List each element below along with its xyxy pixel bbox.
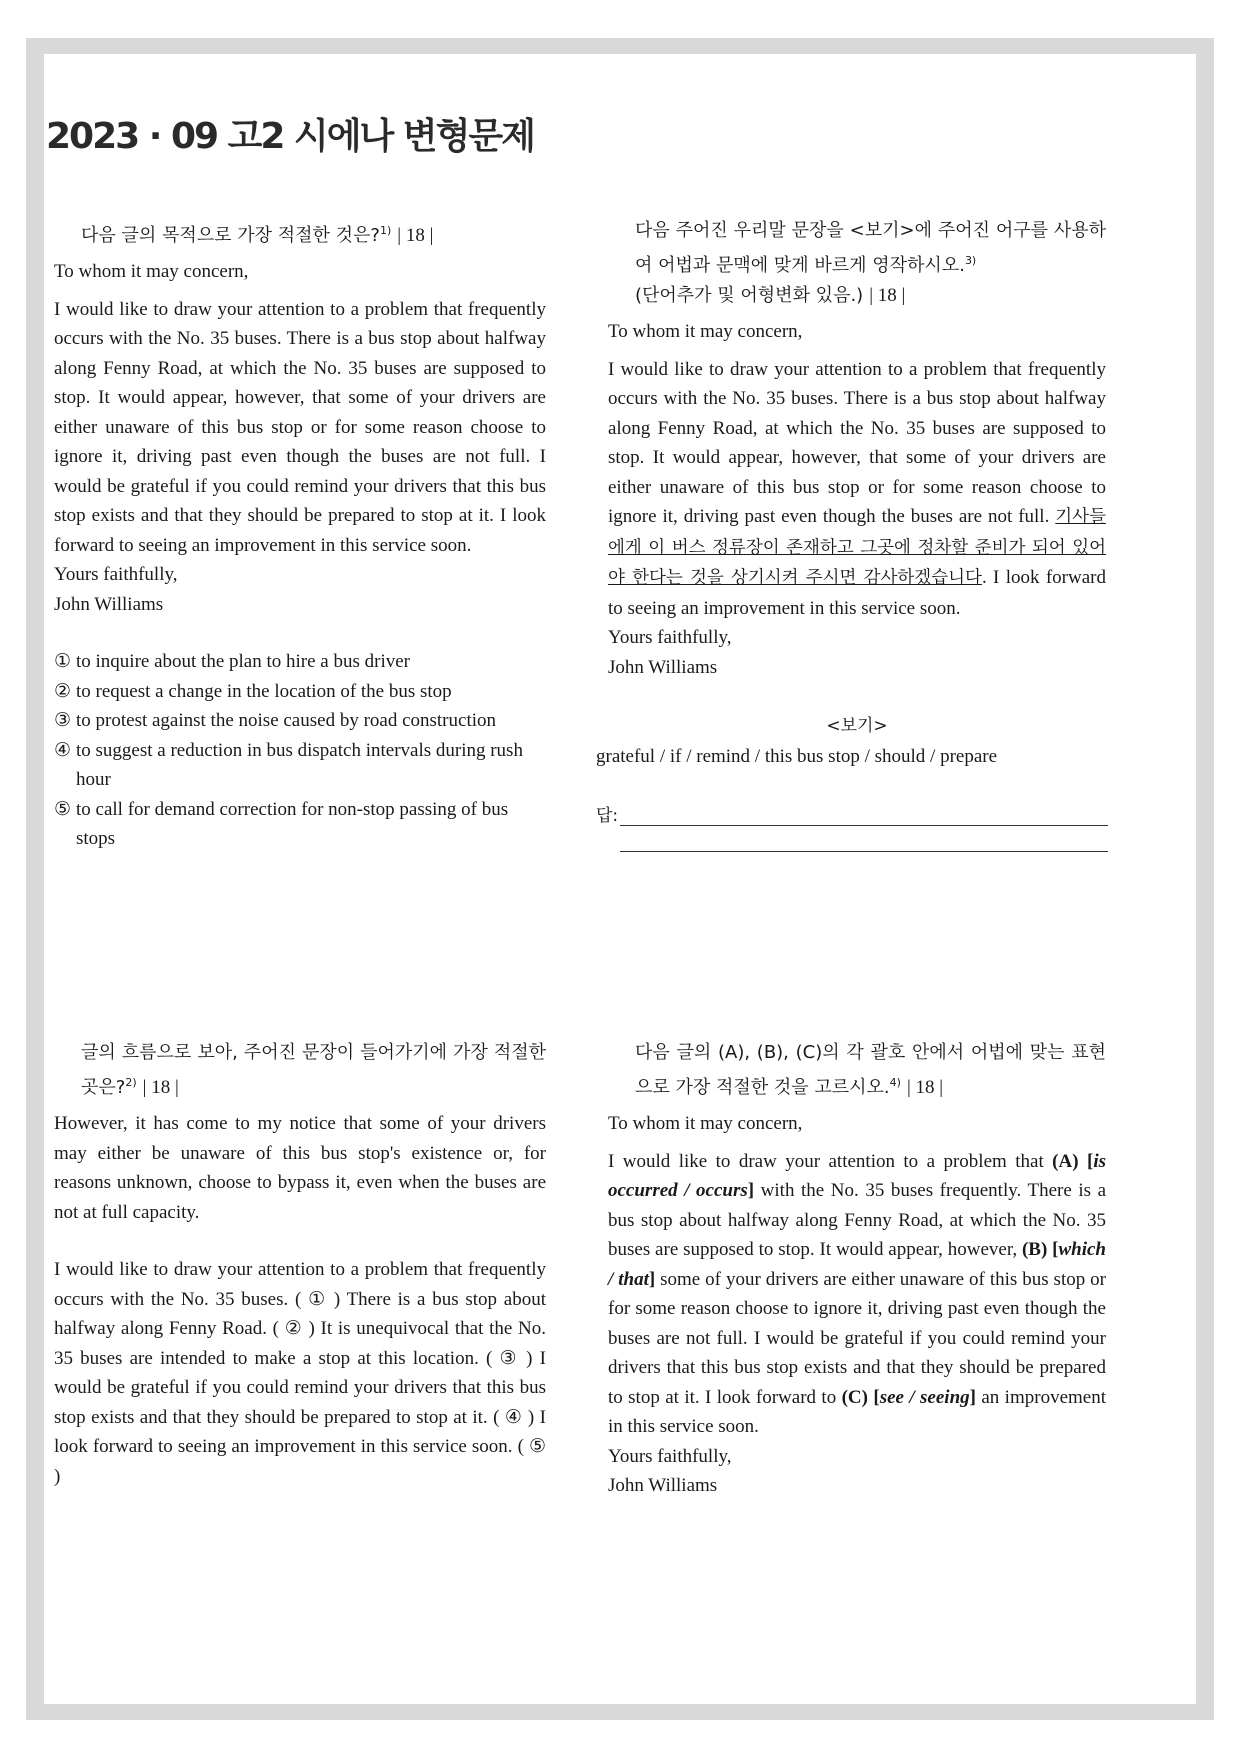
unit-label: | 18 | (869, 285, 906, 306)
page-title: 2023 · 09 고2 시에나 변형문제 (46, 116, 534, 157)
blank-label-a: (A) (1052, 1150, 1079, 1172)
paragraph-text: . I look forward to seeing an improvement in this service soon. (608, 567, 1106, 619)
option-text: to suggest a reduction in bus dispatch intervals during rush hour (76, 739, 523, 790)
footnote-marker: 3) (964, 254, 977, 267)
choice-a[interactable]: is occurred / occurs (608, 1150, 1106, 1201)
option-number: ② (54, 680, 72, 702)
closing: Yours faithfully, (608, 627, 732, 648)
salutation: To whom it may concern, (608, 321, 803, 342)
paragraph-text: some of your drivers are either unaware of this bus stop or for some reason choose to ignore it, driving past even though the buses are not full. I would be grateful if you could remind your drivers that this bus stop exists and that they should be prepared to stop at it. I look forward to (608, 1268, 1106, 1408)
paragraph-text: I would like to draw your attention to a problem that frequently occurs with the No. 35 buses. There is a bus stop about halfway along Fenny Road, at which the No. 35 buses are supposed to stop. It would appear, however, that some of your drivers are either unaware of this bus stop or for some reason choose to ignore it, driving past even though the buses are not full. (608, 358, 1106, 527)
question-2 (54, 1038, 546, 1491)
closing: Yours faithfully, (54, 564, 178, 585)
bogi-words: grateful / if / remind / this bus stop / should / prepare (596, 745, 998, 767)
choice-c[interactable]: see / seeing (879, 1386, 970, 1408)
signature: John Williams (54, 593, 164, 615)
blank-label-c: (C) (841, 1386, 868, 1408)
option-text: to request a change in the location of the bus stop (76, 680, 452, 702)
choice-b[interactable]: which / that (608, 1239, 1107, 1290)
option-number: ⑤ (54, 798, 72, 820)
bracket: [ (1086, 1150, 1094, 1172)
paragraph-text: an improvement in this service soon. (608, 1386, 1106, 1437)
option-3[interactable] (54, 706, 546, 736)
answer-line[interactable] (620, 851, 1108, 852)
bracket: ] (747, 1180, 755, 1201)
footnote-marker: 1) (379, 224, 392, 237)
option-5[interactable] (54, 795, 546, 854)
closing: Yours faithfully, (608, 1445, 732, 1467)
answer-area[interactable] (596, 801, 1106, 861)
option-4[interactable] (54, 736, 546, 795)
question-4-instruction (608, 1038, 1106, 1103)
option-number: ① (54, 651, 72, 672)
option-text: to call for demand correction for non-stop passing of bus stops (76, 798, 509, 849)
question-1-instruction (54, 216, 546, 251)
instruction-note: (단어추가 및 어형변화 있음.) (635, 285, 864, 306)
letter-paragraph (608, 355, 1106, 624)
korean-underlined-sentence: 기사들에게 이 버스 정류장이 존재하고 그곳에 정차할 준비가 되어 있어야 한다는 것을 상기시켜 주시면 감사하겠습니다 (608, 507, 1106, 588)
paragraph-text: with the No. 35 buses frequently. There is a bus stop about halfway along Fenny Road, at which the No. 35 buses are supposed to stop. It would appear, however, (608, 1180, 1106, 1260)
question-3 (596, 216, 1106, 861)
question-1 (54, 216, 546, 873)
paragraph-text: I would like to draw your attention to a problem that (608, 1150, 1053, 1172)
bracket: ] (648, 1268, 656, 1290)
instruction-text: 다음 글의 (A), (B), (C)의 각 괄호 안에서 어법에 맞는 표현으로 가장 적절한 것을 고르시오. (635, 1042, 1106, 1098)
unit-label: | 18 | (142, 1077, 179, 1098)
salutation: To whom it may concern, (54, 261, 249, 282)
salutation: To whom it may concern, (608, 1113, 803, 1134)
option-1[interactable] (54, 647, 546, 677)
instruction-text: 글의 흐름으로 보아, 주어진 문장이 들어가기에 가장 적절한 곳은? (81, 1042, 546, 1098)
footnote-marker: 4) (889, 1076, 901, 1089)
option-text: to protest against the noise caused by road construction (76, 710, 497, 731)
unit-label: | 18 | (906, 1077, 944, 1098)
signature: John Williams (608, 656, 718, 678)
given-sentence: However, it has come to my notice that some of your drivers may either be unaware of this bus stop's existence or, for reasons unknown, choose to bypass it, even when the buses are not at full capacity. (54, 1113, 546, 1223)
footnote-marker: 2) (125, 1076, 137, 1089)
option-number: ③ (54, 710, 72, 731)
answer-options (54, 647, 546, 854)
signature: John Williams (608, 1475, 718, 1496)
option-2[interactable] (54, 677, 546, 707)
instruction-text: 다음 글의 목적으로 가장 적절한 것은? (81, 225, 380, 246)
option-number: ④ (54, 739, 72, 761)
question-4 (608, 1038, 1106, 1501)
answer-label: 답: (596, 806, 619, 826)
question-2-instruction (54, 1038, 546, 1103)
bracket: [ (873, 1386, 880, 1408)
bracket: ] (969, 1386, 976, 1408)
bracket: [ (1052, 1239, 1059, 1260)
passage: I would like to draw your attention to a problem that frequently occurs with the No. 35 buses. ( ① ) There is a bus stop about halfway along Fenny Road. ( ② ) It is unequivocal that the No. 35 buses are intended to make a stop at this location. ( ③ ) I would be grateful if you could remind your drivers that this bus stop exists and that they should be prepared to stop at it. ( ④ ) I look forward to seeing an improvement in this service soon. ( ⑤ ) (54, 1259, 546, 1487)
instruction-text: 다음 주어진 우리말 문장을 <보기>에 주어진 어구를 사용하여 어법과 문맥에 맞게 바르게 영작하시오. (635, 220, 1106, 276)
answer-line[interactable] (620, 825, 1108, 826)
question-3-instruction (608, 216, 1106, 311)
letter-paragraph (608, 1147, 1106, 1442)
blank-label-b: (B) (1021, 1239, 1048, 1260)
option-text: to inquire about the plan to hire a bus driver (76, 651, 410, 672)
unit-label: | 18 | (397, 225, 434, 246)
bogi-label: <보기> (826, 716, 888, 736)
letter-paragraph: I would like to draw your attention to a problem that frequently occurs with the No. 35 buses. There is a bus stop about halfway along Fenny Road, at which the No. 35 buses are supposed to stop. It would appear, however, that some of your drivers are either unaware of this bus stop or for some reason choose to ignore it, driving past even though the buses are not full. I would be grateful if you could remind your drivers that this bus stop exists and that they should be prepared to stop at it. I look forward to seeing an improvement in this service soon. (54, 298, 546, 556)
